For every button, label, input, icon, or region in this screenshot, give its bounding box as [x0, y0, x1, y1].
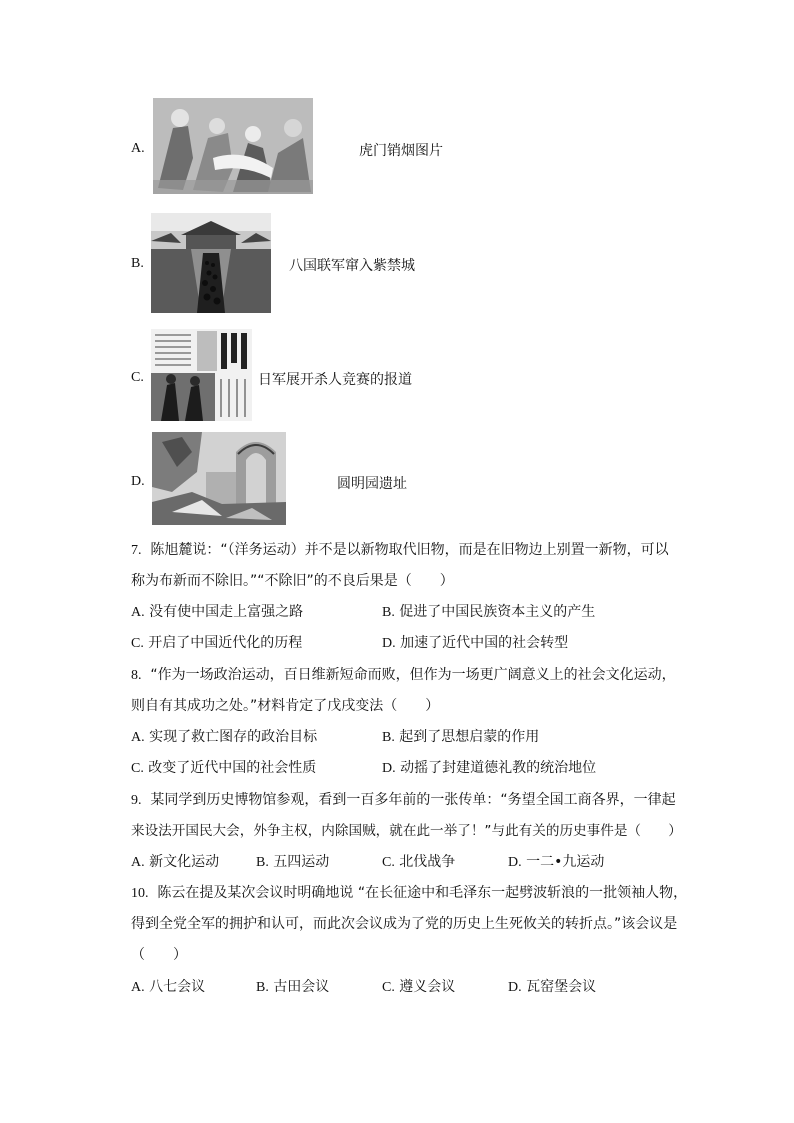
option-a-letter: A. — [131, 141, 145, 156]
q8-stem-text1: “作为一场政治运动，百日维新短命而败，但作为一场更广阔意义上的社会文化运动， — [150, 667, 676, 683]
q8-option-d[interactable]: D. 动摇了封建道德礼教的统治地位 — [382, 760, 597, 776]
q8-option-b[interactable]: B. 起到了思想启蒙的作用 — [382, 729, 540, 745]
q9-option-c[interactable]: C. 北伐战争 — [382, 854, 456, 870]
q8-stem-line2: 则自有其成功之处。”材料肯定了戊戌变法（ ） — [131, 698, 440, 714]
q7-option-b[interactable]: B. 促进了中国民族资本主义的产生 — [382, 604, 596, 620]
option-d-caption: 圆明园遗址 — [337, 476, 407, 492]
q10-option-c[interactable]: C. 遵义会议 — [382, 979, 456, 995]
option-d-letter: D. — [131, 474, 145, 489]
q9-stem-line1 — [131, 790, 676, 811]
option-b-letter: B. — [131, 256, 144, 271]
q7-option-c[interactable]: C. 开启了中国近代化的历程 — [131, 635, 303, 651]
yuanmingyuan-ruins-photo — [152, 432, 286, 525]
q9-option-b[interactable]: B. 五四运动 — [256, 854, 330, 870]
q10-stem-text1: 陈云在提及某次会议时明确地说 “在长征途中和毛泽东一起劈波斩浪的一批领袖人物， — [157, 885, 688, 901]
q10-stem-line1 — [131, 883, 687, 904]
q8-number: 8. — [131, 668, 142, 683]
q10-number: 10. — [131, 886, 149, 901]
q7-option-d[interactable]: D. 加速了近代中国的社会转型 — [382, 635, 569, 651]
q10-option-d[interactable]: D. 瓦窑堡会议 — [508, 979, 597, 995]
q9-stem-text1: 某同学到历史博物馆参观，看到一百多年前的一张传单：“务望全国工商各界，一律起 — [150, 792, 676, 808]
q7-option-a[interactable]: A. 没有使中国走上富强之路 — [131, 604, 304, 620]
q10-stem-line3: （ ） — [131, 947, 187, 963]
q10-option-a[interactable]: A. 八七会议 — [131, 979, 206, 995]
q10-stem-line2: 得到全党全军的拥护和认可，而此次会议成为了党的历史上生死攸关的转折点。”该会议是 — [131, 916, 678, 932]
q9-option-a[interactable]: A. 新文化运动 — [131, 854, 220, 870]
option-c-caption: 日军展开杀人竞赛的报道 — [258, 372, 412, 388]
q9-option-d[interactable]: D. 一二•九运动 — [508, 854, 605, 870]
q8-option-c[interactable]: C. 改变了近代中国的社会性质 — [131, 760, 317, 776]
q7-stem-line1 — [131, 540, 669, 561]
option-b-caption: 八国联军窜入紫禁城 — [289, 258, 415, 274]
q8-option-a[interactable]: A. 实现了救亡图存的政治目标 — [131, 729, 318, 745]
q9-stem-line2: 来设法开国民大会，外争主权，内除国贼，就在此一举了！”与此有关的历史事件是（ ） — [131, 823, 682, 839]
option-a-caption: 虎门销烟图片 — [359, 143, 443, 159]
forbidden-city-troops-photo — [151, 213, 271, 313]
q7-stem-text1: 陈旭麓说：“（洋务运动）并不是以新物取代旧物，而是在旧物边上别置一新物，可以 — [150, 542, 669, 558]
q10-option-b[interactable]: B. 古田会议 — [256, 979, 330, 995]
q9-number: 9. — [131, 793, 142, 808]
q8-stem-line1 — [131, 665, 676, 686]
option-c-letter: C. — [131, 370, 144, 385]
q7-stem-line2: 称为布新而不除旧。”“不除旧”的不良后果是（ ） — [131, 573, 454, 589]
q7-number: 7. — [131, 543, 142, 558]
newspaper-clipping-photo — [151, 329, 252, 421]
relief-sculpture-photo — [153, 98, 313, 194]
